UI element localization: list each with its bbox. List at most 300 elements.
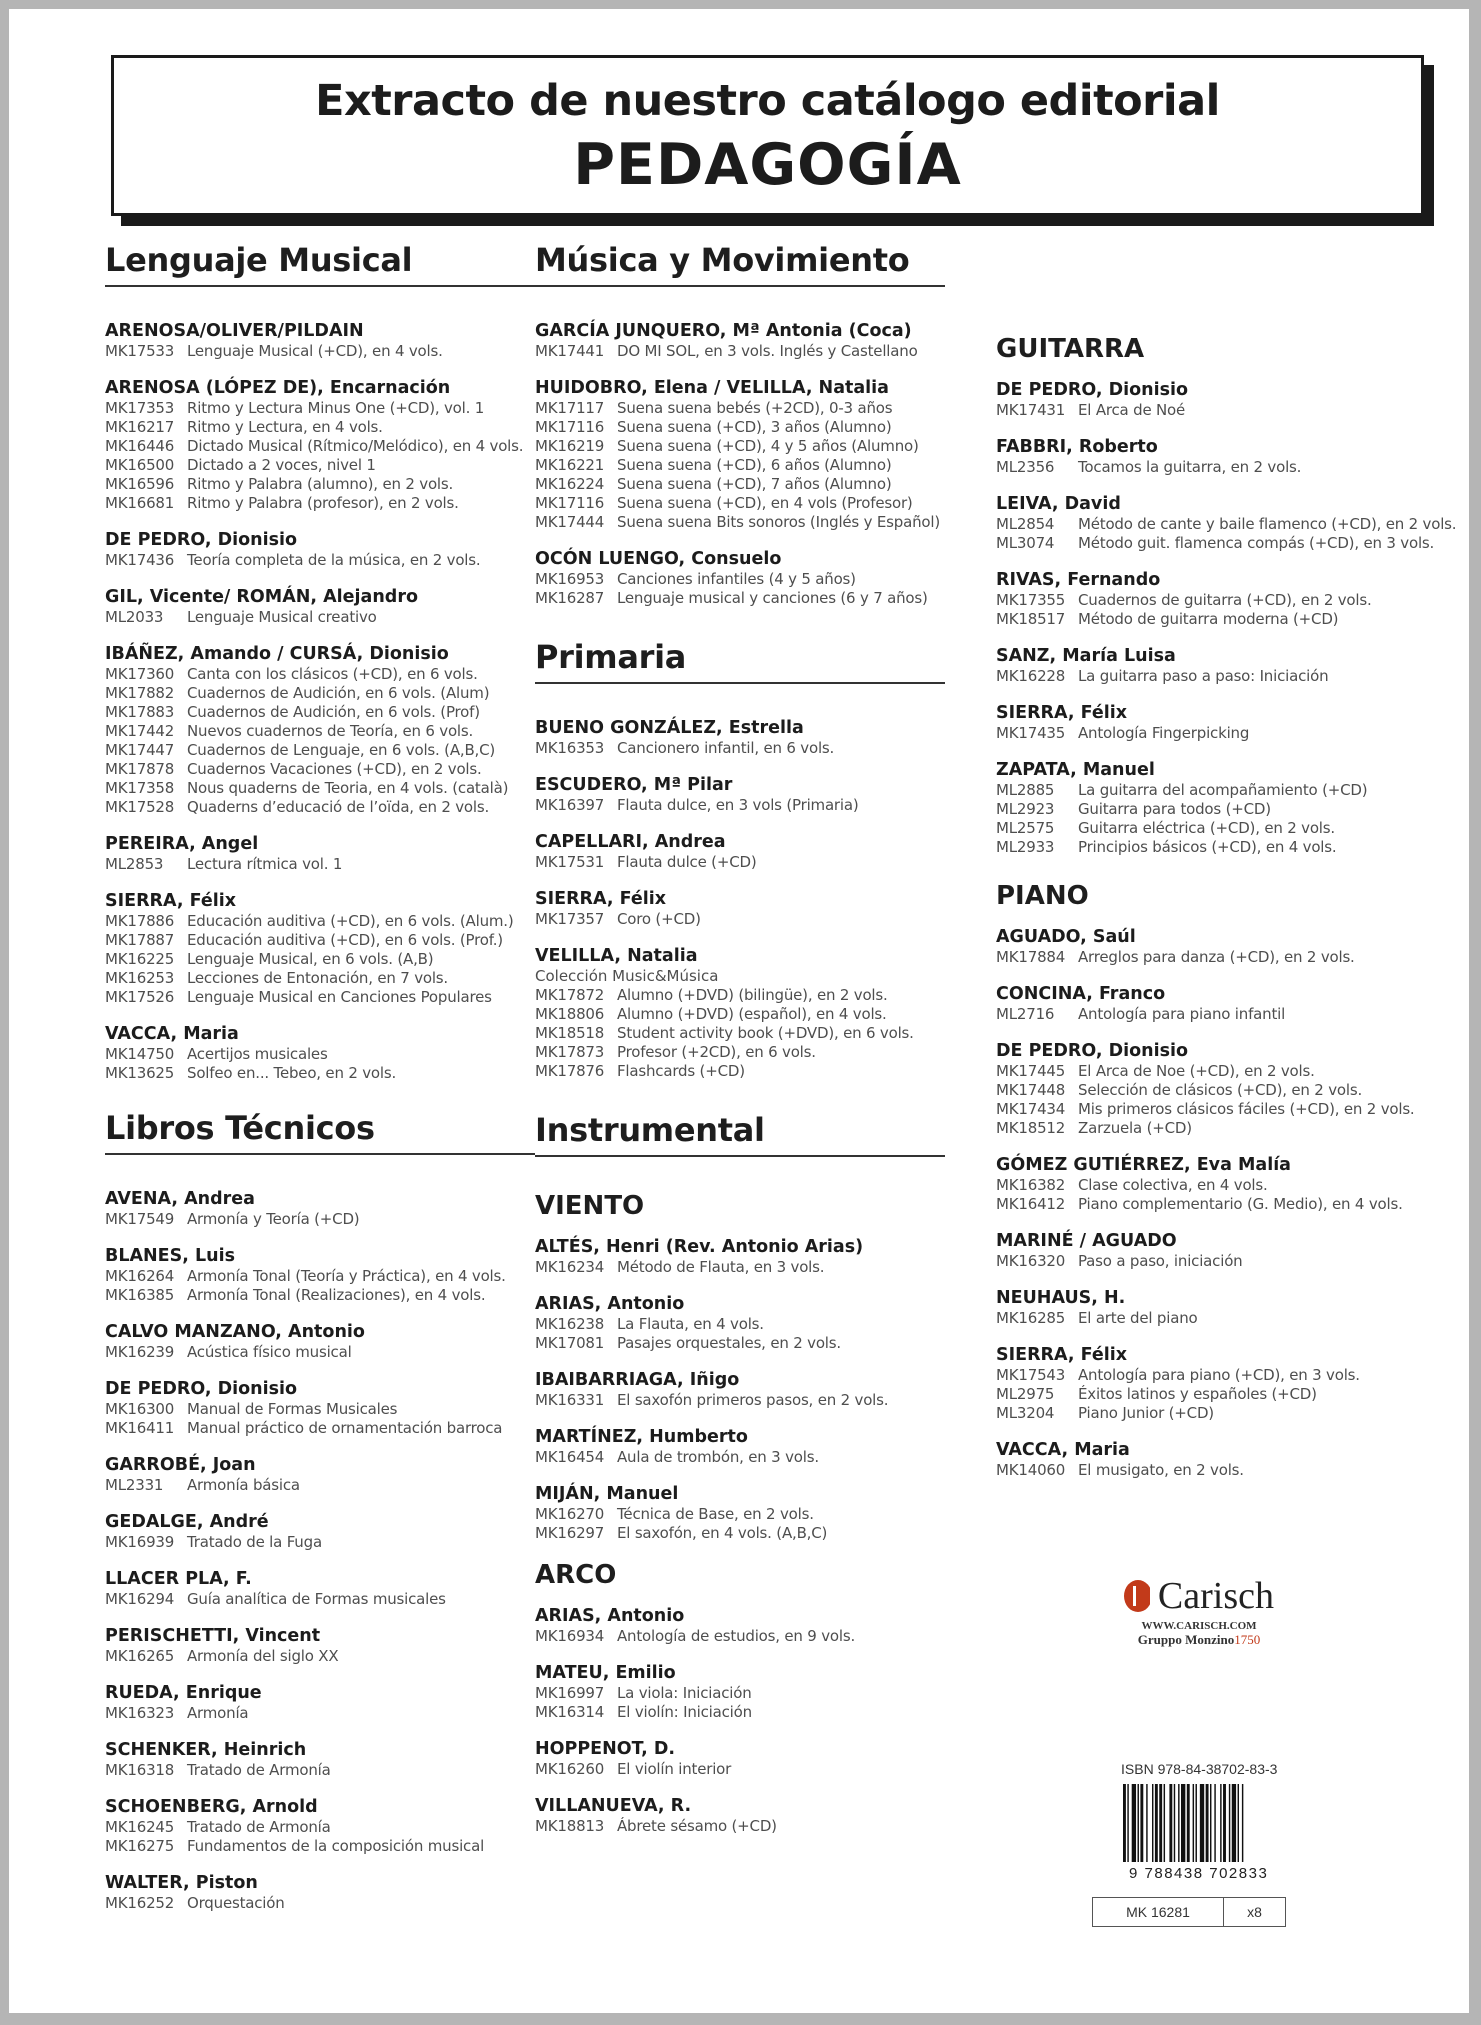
catalog-entry	[535, 378, 975, 532]
catalog-item	[105, 855, 535, 874]
catalog-item	[105, 1210, 535, 1229]
item-code: MK18512	[996, 1119, 1066, 1137]
item-title: Profesor (+2CD), en 6 vols.	[617, 1043, 816, 1061]
catalog-item	[105, 703, 535, 722]
item-title: Cancionero infantil, en 6 vols.	[617, 739, 835, 757]
item-code: MK14750	[105, 1045, 175, 1063]
entry-author: AVENA, Andrea	[105, 1189, 255, 1209]
entry-author: ZAPATA, Manuel	[996, 760, 1155, 780]
item-code: MK17436	[105, 551, 175, 569]
item-code: MK16411	[105, 1419, 175, 1437]
entry-author: ALTÉS, Henri (Rev. Antonio Arias)	[535, 1237, 864, 1257]
item-title: Lenguaje Musical en Canciones Populares	[187, 988, 492, 1006]
item-code: MK16412	[996, 1195, 1066, 1213]
catalog-entry	[996, 1440, 1456, 1480]
catalog-item	[996, 1005, 1456, 1024]
item-title: Armonía del siglo XX	[187, 1647, 339, 1665]
item-title: La viola: Iniciación	[617, 1684, 752, 1702]
catalog-entry	[535, 1427, 975, 1467]
catalog-item	[996, 1366, 1456, 1385]
item-title: Guía analítica de Formas musicales	[187, 1590, 446, 1608]
catalog-entry	[535, 1739, 975, 1779]
catalog-section	[105, 1109, 535, 1913]
catalog-item	[105, 760, 535, 779]
catalog-item	[535, 1258, 975, 1277]
catalog-entry	[535, 1237, 975, 1277]
item-title: Lenguaje Musical, en 6 vols. (A,B)	[187, 950, 434, 968]
catalog-item	[105, 1533, 535, 1552]
barcode-bar	[1196, 1784, 1197, 1862]
item-title: Coro (+CD)	[617, 910, 701, 928]
catalog-item	[535, 494, 975, 513]
item-code: MK17528	[105, 798, 175, 816]
item-code: ML2033	[105, 608, 164, 626]
entry-author: GARCÍA JUNQUERO, Mª Antonia (Coca)	[535, 321, 912, 341]
entry-author: ARENOSA/OLIVER/PILDAIN	[105, 321, 364, 341]
item-title: Método guit. flamenca compás (+CD), en 3 vols.	[1078, 534, 1435, 552]
item-code: MK17357	[535, 910, 605, 928]
item-code: MK17447	[105, 741, 175, 759]
entry-author: RUEDA, Enrique	[105, 1683, 262, 1703]
entry-author: ARENOSA (LÓPEZ DE), Encarnación	[105, 378, 451, 398]
catalog-item	[996, 1081, 1456, 1100]
barcode-bar	[1140, 1784, 1143, 1862]
catalog-item	[535, 986, 975, 1005]
item-code: MK17448	[996, 1081, 1066, 1099]
item-code: MK17886	[105, 912, 175, 930]
barcode-bar	[1206, 1784, 1209, 1862]
entry-author: SIERRA, Félix	[535, 889, 667, 909]
catalog-item	[996, 819, 1456, 838]
catalog-item	[535, 1760, 975, 1779]
item-code: MK16239	[105, 1343, 175, 1361]
item-code: MK16285	[996, 1309, 1066, 1327]
item-title: Dictado Musical (Rítmico/Melódico), en 4 vols.	[187, 437, 524, 455]
catalog-entry	[105, 1512, 535, 1552]
item-code: MK16318	[105, 1761, 175, 1779]
catalog-item	[535, 1391, 975, 1410]
catalog-item	[105, 1064, 535, 1083]
item-code: MK16939	[105, 1533, 175, 1551]
barcode-bar	[1132, 1784, 1136, 1862]
item-title: Arreglos para danza (+CD), en 2 vols.	[1078, 948, 1355, 966]
catalog-item	[535, 1817, 975, 1836]
entry-author: HUIDOBRO, Elena / VELILLA, Natalia	[535, 378, 889, 398]
item-title: Principios básicos (+CD), en 4 vols.	[1078, 838, 1337, 856]
catalog-item	[105, 1590, 535, 1609]
entry-author: VILLANUEVA, R.	[535, 1796, 692, 1816]
item-code: MK16264	[105, 1267, 175, 1285]
catalog-item	[105, 684, 535, 703]
barcode-bar	[1152, 1784, 1153, 1862]
publisher-group-year: 1750	[1234, 1632, 1261, 1647]
catalog-section	[105, 241, 535, 1083]
item-code: MK16314	[535, 1703, 605, 1721]
catalog-item	[105, 1647, 535, 1666]
catalog-item	[105, 1837, 535, 1856]
item-code: MK17873	[535, 1043, 605, 1061]
barcode-bar	[1238, 1784, 1239, 1862]
item-title: Alumno (+DVD) (español), en 4 vols.	[617, 1005, 887, 1023]
item-code: MK16245	[105, 1818, 175, 1836]
entry-author: ESCUDERO, Mª Pilar	[535, 775, 733, 795]
item-code: MK16294	[105, 1590, 175, 1608]
catalog-item	[996, 667, 1456, 686]
item-title: Ritmo y Palabra (alumno), en 2 vols.	[187, 475, 454, 493]
catalog-entry	[105, 891, 535, 1007]
catalog-item	[996, 1252, 1456, 1271]
item-title: Piano complementario (G. Medio), en 4 vols.	[1078, 1195, 1403, 1213]
section-title: Lenguaje Musical	[105, 241, 535, 287]
item-code: MK16221	[535, 456, 605, 474]
catalog-item	[535, 739, 975, 758]
item-code: ML2356	[996, 458, 1055, 476]
item-title: Ritmo y Lectura Minus One (+CD), vol. 1	[187, 399, 485, 417]
item-code: MK16446	[105, 437, 175, 455]
catalog-item	[535, 1684, 975, 1703]
item-code: MK17434	[996, 1100, 1066, 1118]
catalog-item	[105, 1761, 535, 1780]
item-code: MK17117	[535, 399, 605, 417]
catalog-section	[535, 241, 975, 608]
item-title: Suena suena (+CD), 3 años (Alumno)	[617, 418, 892, 436]
item-code: MK17441	[535, 342, 605, 360]
item-code: MK17887	[105, 931, 175, 949]
entry-author: IBAIBARRIAGA, Iñigo	[535, 1370, 740, 1390]
item-code: MK17116	[535, 494, 605, 512]
catalog-entry	[996, 494, 1456, 553]
item-title: Armonía y Teoría (+CD)	[187, 1210, 360, 1228]
catalog-item	[535, 1334, 975, 1353]
entry-author: SIERRA, Félix	[996, 703, 1128, 723]
item-title: La Flauta, en 4 vols.	[617, 1315, 764, 1333]
item-title: Antología para piano (+CD), en 3 vols.	[1078, 1366, 1360, 1384]
entry-author: CALVO MANZANO, Antonio	[105, 1322, 365, 1342]
item-code: MK16300	[105, 1400, 175, 1418]
catalog-entry	[105, 530, 535, 570]
item-code: MK17442	[105, 722, 175, 740]
section-title: Primaria	[535, 638, 945, 684]
item-title: Orquestación	[187, 1894, 285, 1912]
catalog-section	[535, 1111, 975, 1836]
catalog-entry	[996, 437, 1456, 477]
catalog-item	[996, 591, 1456, 610]
item-title: Suena suena (+CD), 4 y 5 años (Alumno)	[617, 437, 919, 455]
item-title: Guitarra eléctrica (+CD), en 2 vols.	[1078, 819, 1335, 837]
entry-author: BLANES, Luis	[105, 1246, 236, 1266]
catalog-entry	[535, 718, 975, 758]
item-title: Dictado a 2 voces, nivel 1	[187, 456, 376, 474]
entry-author: HOPPENOT, D.	[535, 1739, 676, 1759]
catalog-item	[996, 1100, 1456, 1119]
catalog-item	[105, 950, 535, 969]
entry-author: MARTÍNEZ, Humberto	[535, 1427, 748, 1447]
catalog-entry	[535, 775, 975, 815]
item-code: MK16234	[535, 1258, 605, 1276]
entry-author: SCHENKER, Heinrich	[105, 1740, 307, 1760]
item-title: Antología de estudios, en 9 vols.	[617, 1627, 856, 1645]
item-code: MK17360	[105, 665, 175, 683]
entry-author: DE PEDRO, Dionisio	[996, 380, 1189, 400]
catalog-entry	[535, 1663, 975, 1722]
entry-author: CAPELLARI, Andrea	[535, 832, 726, 852]
item-code: MK16323	[105, 1704, 175, 1722]
item-code: ML3074	[996, 534, 1055, 552]
item-title: Tratado de Armonía	[187, 1761, 331, 1779]
item-title: Cuadernos de guitarra (+CD), en 2 vols.	[1078, 591, 1372, 609]
catalog-item	[535, 1524, 975, 1543]
catalog-entry	[105, 1626, 535, 1666]
item-code: MK16382	[996, 1176, 1066, 1194]
catalog-entry	[996, 1041, 1456, 1138]
catalog-item	[105, 741, 535, 760]
item-title: Suena suena Bits sonoros (Inglés y Español)	[617, 513, 940, 531]
barcode-bar	[1193, 1784, 1194, 1862]
item-code: MK16253	[105, 969, 175, 987]
item-title: Educación auditiva (+CD), en 6 vols. (Alum.)	[187, 912, 514, 930]
item-title: Cuadernos de Audición, en 6 vols. (Alum)	[187, 684, 490, 702]
entry-author: LLACER PLA, F.	[105, 1569, 252, 1589]
item-title: Nuevos cuadernos de Teoría, en 6 vols.	[187, 722, 474, 740]
item-code: ML2933	[996, 838, 1055, 856]
catalog-item	[535, 796, 975, 815]
entry-author: VELILLA, Natalia	[535, 946, 698, 966]
item-title: Zarzuela (+CD)	[1078, 1119, 1192, 1137]
entry-author: CONCINA, Franco	[996, 984, 1166, 1004]
item-title: Canta con los clásicos (+CD), en 6 vols.	[187, 665, 478, 683]
isbn-label: ISBN 978-84-38702-83-3	[1121, 1761, 1278, 1777]
item-code: MK16297	[535, 1524, 605, 1542]
item-title: Paso a paso, iniciación	[1078, 1252, 1243, 1270]
catalog-item	[535, 1005, 975, 1024]
catalog-entry	[535, 1294, 975, 1353]
entry-collection-note: Colección Music&Música	[535, 967, 719, 985]
entry-author: SIERRA, Félix	[996, 1345, 1128, 1365]
catalog-entry	[105, 1740, 535, 1780]
item-title: El violín interior	[617, 1760, 732, 1778]
item-title: Student activity book (+DVD), en 6 vols.	[617, 1024, 914, 1042]
catalog-entry	[996, 1288, 1456, 1328]
item-title: Lenguaje Musical (+CD), en 4 vols.	[187, 342, 443, 360]
item-code: ML2331	[105, 1476, 164, 1494]
catalog-entry	[105, 1322, 535, 1362]
entry-author: LEIVA, David	[996, 494, 1121, 514]
catalog-entry	[535, 1370, 975, 1410]
barcode-bar	[1146, 1784, 1147, 1862]
item-title: Canciones infantiles (4 y 5 años)	[617, 570, 856, 588]
barcode-bar	[1164, 1784, 1165, 1862]
catalog-entry	[105, 1873, 535, 1913]
publisher-url: WWW.CARISCH.COM	[1141, 1620, 1257, 1632]
item-title: El arte del piano	[1078, 1309, 1198, 1327]
item-title: La guitarra del acompañamiento (+CD)	[1078, 781, 1368, 799]
item-code: MK17549	[105, 1210, 175, 1228]
catalog-page	[9, 9, 1469, 2013]
catalog-entry	[535, 1606, 975, 1646]
item-code: MK16224	[535, 475, 605, 493]
item-title: Cuadernos de Audición, en 6 vols. (Prof)	[187, 703, 480, 721]
item-code: MK18813	[535, 1817, 605, 1835]
barcode-bar	[1210, 1784, 1211, 1862]
item-title: Tratado de Armonía	[187, 1818, 331, 1836]
item-code: MK16260	[535, 1760, 605, 1778]
catalog-item	[105, 1476, 535, 1495]
item-title: La guitarra paso a paso: Iniciación	[1078, 667, 1329, 685]
item-code: MK17444	[535, 513, 605, 531]
item-title: Suena suena (+CD), 6 años (Alumno)	[617, 456, 892, 474]
item-code: MK17358	[105, 779, 175, 797]
catalog-item	[535, 1315, 975, 1334]
catalog-entry	[105, 834, 535, 874]
catalog-entry	[535, 832, 975, 872]
catalog-entry	[996, 570, 1456, 629]
item-code: MK17533	[105, 342, 175, 360]
section-title: Instrumental	[535, 1111, 945, 1157]
item-code: MK17872	[535, 986, 605, 1004]
entry-author: FABBRI, Roberto	[996, 437, 1158, 457]
item-title: Manual práctico de ornamentación barroca	[187, 1419, 503, 1437]
item-title: Ritmo y Lectura, en 4 vols.	[187, 418, 383, 436]
catalog-item	[535, 437, 975, 456]
item-title: Lecciones de Entonación, en 7 vols.	[187, 969, 448, 987]
item-title: Antología para piano infantil	[1078, 1005, 1286, 1023]
barcode-bar	[1200, 1784, 1204, 1862]
entry-author: GEDALGE, André	[105, 1512, 269, 1532]
item-code: MK18518	[535, 1024, 605, 1042]
item-title: El Arca de Noe (+CD), en 2 vols.	[1078, 1062, 1315, 1080]
catalog-item	[996, 1176, 1456, 1195]
catalog-item	[996, 1195, 1456, 1214]
catalog-item	[105, 1343, 535, 1362]
catalog-item	[105, 779, 535, 798]
barcode-bar	[1155, 1784, 1158, 1862]
entry-author: SCHOENBERG, Arnold	[105, 1797, 318, 1817]
catalog-item	[535, 418, 975, 437]
item-title: El violín: Iniciación	[617, 1703, 752, 1721]
catalog-entry	[996, 646, 1456, 686]
item-title: Suena suena bebés (+2CD), 0-3 años	[617, 399, 893, 417]
item-code: MK17531	[535, 853, 605, 871]
catalog-item	[996, 515, 1456, 534]
item-code: ML3204	[996, 1404, 1055, 1422]
catalog-item	[996, 1309, 1456, 1328]
entry-author: DE PEDRO, Dionisio	[105, 530, 298, 550]
item-title: Éxitos latinos y españoles (+CD)	[1078, 1385, 1317, 1403]
item-title: Piano Junior (+CD)	[1078, 1404, 1214, 1422]
item-code: MK16265	[105, 1647, 175, 1665]
catalog-item	[105, 475, 535, 494]
catalog-entry	[535, 889, 975, 929]
catalog-title: Extracto de nuestro catálogo editorial	[315, 76, 1220, 126]
item-code: MK17878	[105, 760, 175, 778]
publisher-logo	[1124, 1574, 1274, 1648]
item-code: MK13625	[105, 1064, 175, 1082]
item-title: Armonía Tonal (Teoría y Práctica), en 4 vols.	[187, 1267, 506, 1285]
catalog-item	[996, 610, 1456, 629]
catalog-entry	[535, 946, 975, 1081]
item-title: Lectura rítmica vol. 1	[187, 855, 343, 873]
item-title: Educación auditiva (+CD), en 6 vols. (Prof.)	[187, 931, 503, 949]
catalog-item	[105, 494, 535, 513]
item-code: ML2885	[996, 781, 1055, 799]
item-code: MK17435	[996, 724, 1066, 742]
catalog-item	[535, 910, 975, 929]
catalog-item	[105, 1818, 535, 1837]
item-code: MK16934	[535, 1627, 605, 1645]
item-title: El saxofón primeros pasos, en 2 vols.	[617, 1391, 889, 1409]
catalog-item	[996, 781, 1456, 800]
catalog-item	[105, 665, 535, 684]
catalog-item	[105, 722, 535, 741]
entry-author: WALTER, Piston	[105, 1873, 258, 1893]
item-title: Clase colectiva, en 4 vols.	[1078, 1176, 1268, 1194]
catalog-item	[535, 570, 975, 589]
section-title: Libros Técnicos	[105, 1109, 535, 1155]
catalog-item	[105, 1286, 535, 1305]
publisher-name: Carisch	[1157, 1575, 1274, 1617]
item-title: Armonía básica	[187, 1476, 300, 1494]
entry-author: AGUADO, Saúl	[996, 927, 1136, 947]
catalog-item	[535, 456, 975, 475]
catalog-item	[535, 1043, 975, 1062]
item-title: Selección de clásicos (+CD), en 2 vols.	[1078, 1081, 1363, 1099]
entry-author: DE PEDRO, Dionisio	[105, 1379, 298, 1399]
item-title: Pasajes orquestales, en 2 vols.	[617, 1334, 841, 1352]
catalog-item	[105, 437, 535, 456]
item-code: MK16997	[535, 1684, 605, 1702]
item-title: Método de Flauta, en 3 vols.	[617, 1258, 825, 1276]
catalog-item	[535, 1505, 975, 1524]
barcode-bar	[1232, 1784, 1236, 1862]
item-code: MK16228	[996, 667, 1066, 685]
catalog-item	[996, 1461, 1456, 1480]
catalog-subsection	[535, 1560, 975, 1836]
item-code: MK16252	[105, 1894, 175, 1912]
item-title: Aula de trombón, en 3 vols.	[617, 1448, 819, 1466]
catalog-entry	[535, 1484, 975, 1543]
item-code: MK16217	[105, 418, 175, 436]
item-title: Flauta dulce (+CD)	[617, 853, 757, 871]
item-code: MK16238	[535, 1315, 605, 1333]
catalog-item	[105, 1045, 535, 1064]
catalog-item	[105, 798, 535, 817]
catalog-item	[535, 399, 975, 418]
catalog-entry	[105, 321, 535, 361]
item-title: Fundamentos de la composición musical	[187, 1837, 485, 1855]
catalog-item	[996, 1404, 1456, 1423]
catalog-item	[996, 534, 1456, 553]
entry-author: MARINÉ / AGUADO	[996, 1231, 1177, 1251]
entry-author: OCÓN LUENGO, Consuelo	[535, 549, 782, 569]
item-code: ML2716	[996, 1005, 1055, 1023]
catalog-item	[535, 853, 975, 872]
item-title: Tocamos la guitarra, en 2 vols.	[1078, 458, 1302, 476]
entry-author: SIERRA, Félix	[105, 891, 237, 911]
catalog-entry	[105, 644, 535, 817]
entry-author: GÓMEZ GUTIÉRREZ, Eva Malía	[996, 1155, 1291, 1175]
item-code: MK17081	[535, 1334, 605, 1352]
catalog-item	[535, 589, 975, 608]
item-title: Ábrete sésamo (+CD)	[617, 1817, 777, 1835]
barcode-bar	[1138, 1784, 1139, 1862]
catalog-item	[535, 342, 975, 361]
entry-author: BUENO GONZÁLEZ, Estrella	[535, 718, 804, 738]
item-code: MK16287	[535, 589, 605, 607]
product-quantity: x8	[1247, 1904, 1262, 1920]
catalog-item	[535, 1448, 975, 1467]
item-code: MK16953	[535, 570, 605, 588]
catalog-entry	[996, 984, 1456, 1024]
